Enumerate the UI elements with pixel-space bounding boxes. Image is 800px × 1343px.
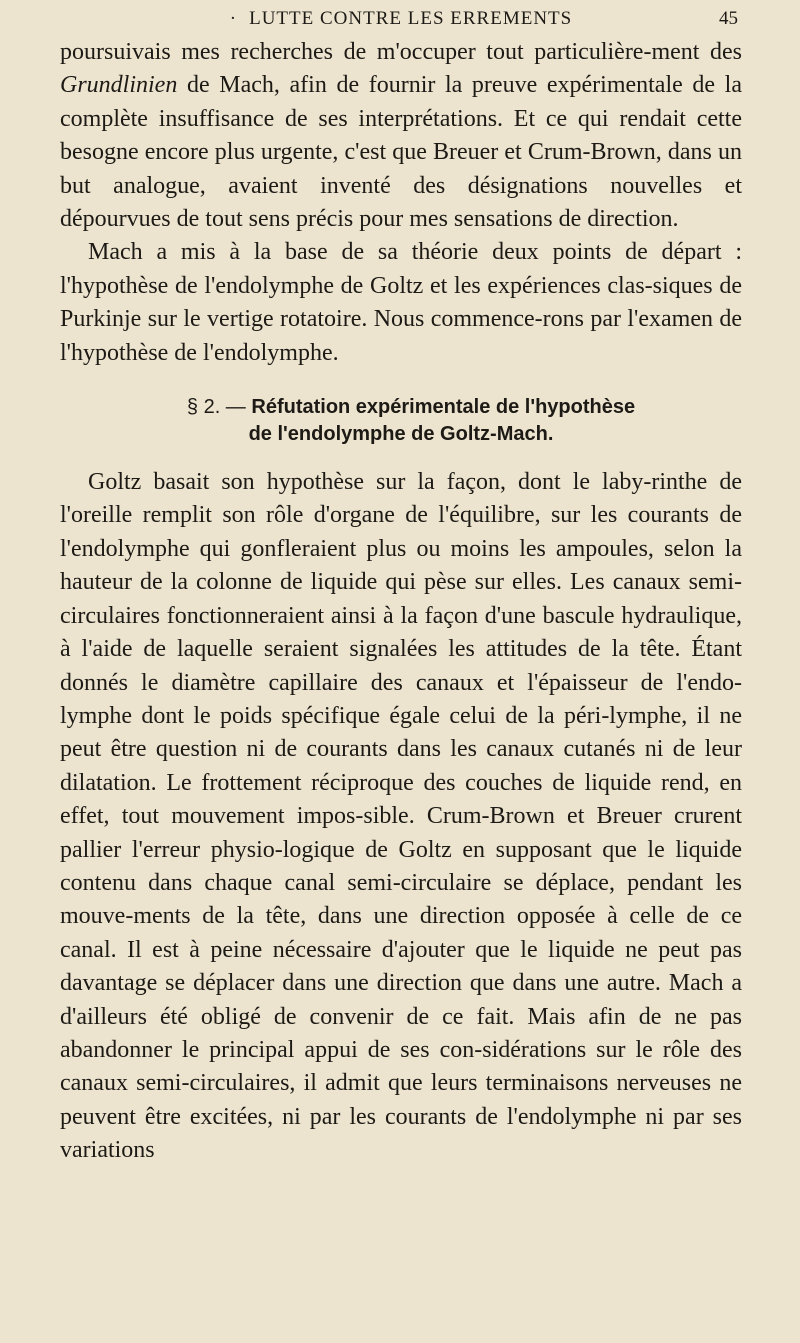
body-text (60, 36, 742, 1168)
section-title-line-2: de l'endolymphe de Goltz-Mach. (248, 423, 554, 446)
section-heading (60, 394, 742, 448)
section-heading-line-1 (60, 394, 742, 421)
section-heading-line-2 (60, 421, 742, 448)
section-title-line-1: Réfutation expérimentale de l'hypothèse (251, 396, 636, 419)
section-number: § 2. — (186, 396, 246, 419)
paragraph-2: Mach a mis à la base de sa théorie deux points de départ : l'hypothèse de l'endolymphe de Goltz et les expériences clas-siques de Purkinje sur le vertige rotatoire. Nous commence-rons par l'examen de l'hypothèse de l'endolymphe. (60, 239, 742, 366)
paragraph-1-end: de Mach, afin de fournir la preuve expérimentale de la complète insuffisance de ses interprétations. Et ce qui rendait cette besogne encore plus urgente, c'est que Breuer et Crum-Brown, dans un but analogue, avaient inventé des désignations nouvelles et dépourvues de tout sens précis pour mes sensations de direction. (60, 72, 742, 233)
page-number: 45 (719, 8, 738, 29)
italic-title-grundlinien: Grundlinien (60, 72, 178, 99)
paragraph-1-start: poursuivais mes recherches de m'occuper tout particulière-ment des (60, 39, 742, 65)
paragraph-3: Goltz basait son hypothèse sur la façon, dont le laby-rinthe de l'oreille remplit son rôle d'organe de l'équilibre, sur les courants de l'endolymphe qui gonfleraient plus ou moins les ampoules, selon la hauteur de la colonne de liquide qui pèse sur elles. Les canaux semi-circulaires fonctionneraient ainsi à la façon d'une bascule hydraulique, à l'aide de laquelle seraient signalées les attitudes de la tête. Étant donnés le diamètre capillaire des canaux et l'épaisseur de l'endo-lymphe dont le poids spécifique égale celui de la péri-lymphe, il ne peut être question ni de courants dans les canaux cutanés ni de leur dilatation. Le frottement réciproque des couches de liquide rend, en effet, tout mouvement impos-sible. Crum-Brown et Breuer crurent pallier l'erreur physio-logique de Goltz en supposant que le liquide contenu dans chaque canal semi-circulaire se déplace, pendant les mouve-ments de la tête, dans une direction opposée à celle de ce canal. Il est à peine nécessaire d'ajouter que le liquide ne peut pas davantage se déplacer dans une direction que dans une autre. Mach a d'ailleurs été obligé de convenir de ce fait. Mais afin de ne pas abandonner le principal appui de ses con-sidérations sur le rôle des canaux semi-circulaires, il admit que leurs terminaisons nerveuses ne peuvent être excitées, ni par les courants de l'endolymphe ni par ses variations (60, 469, 742, 1164)
running-title: · LUTTE CONTRE LES ERREMENTS (60, 8, 742, 30)
paragraph-continued (60, 36, 742, 236)
running-head (60, 0, 742, 36)
